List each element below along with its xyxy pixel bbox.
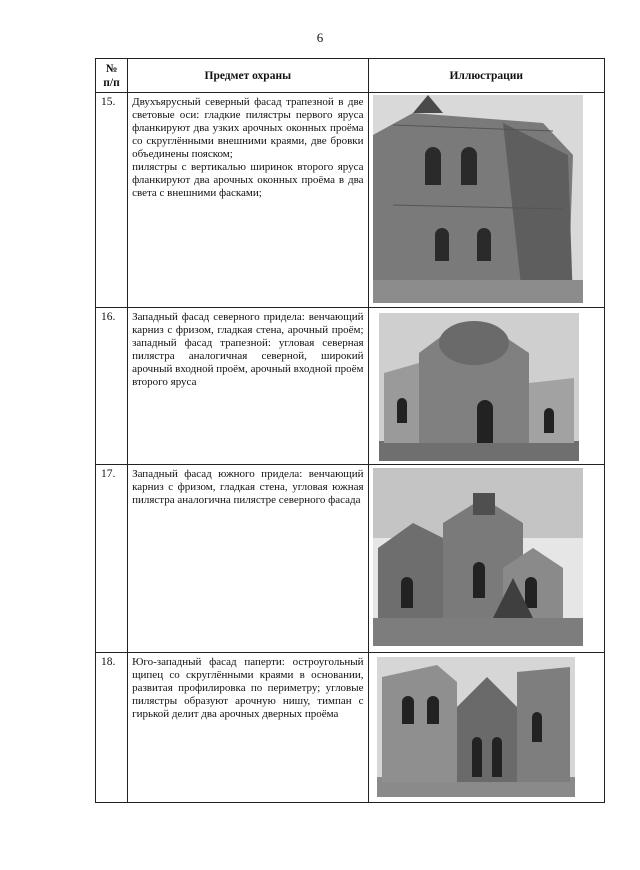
protection-table: [95, 58, 605, 803]
table-header-row: [96, 59, 605, 93]
row-illustration-cell: [368, 465, 604, 653]
row-number: 16.: [96, 308, 128, 465]
row-description-text: Западный фасад южного придела: венчающий карниз с фризом, гладкая стена, угловая южная пилястра аналогична пилястре северного фасада: [132, 468, 364, 506]
header-illustrations: Иллюстрации: [368, 59, 604, 93]
table-row: [96, 93, 605, 308]
row-description-text: Двухъярусный северный фасад трапезной в две световые оси: гладкие пилястры первого яруса фланкируют два узких арочных оконных проёма со скруглёнными внешними краями, две бровки объединены пояском;: [132, 96, 364, 160]
row-number: 18.: [96, 653, 128, 803]
table-row: [96, 653, 605, 803]
west-facade-north-chapel-photo: [379, 313, 579, 461]
row-illustration-cell: [368, 93, 604, 308]
row-description: [128, 465, 368, 653]
row-number: 15.: [96, 93, 128, 308]
southwest-facade-porch-photo: [377, 657, 575, 797]
row-illustration-cell: [368, 308, 604, 465]
row-description: [128, 653, 368, 803]
north-facade-refectory-photo: [373, 95, 583, 303]
row-description: [128, 93, 368, 308]
west-facade-south-chapel-photo: [373, 468, 583, 646]
row-description-text: Западный фасад северного придела: венчающий карниз с фризом, гладкая стена, арочный проём; западный фасад трапезной: угловая северная пилястра аналогичная северной, широкий арочный входной проём, арочный входной проём второго яруса: [132, 311, 364, 388]
table-row: [96, 465, 605, 653]
row-illustration-cell: [368, 653, 604, 803]
row-number: 17.: [96, 465, 128, 653]
row-description: [128, 308, 368, 465]
page-number: 6: [316, 30, 324, 45]
table-row: [96, 308, 605, 465]
row-description-text: Юго-западный фасад паперти: остроугольный щипец со скруглёнными краями в основании, развитая профилировка по периметру; угловые пилястры образуют арочную нишу, тимпан с гирькой делит два арочных дверных проёма: [132, 656, 364, 720]
header-num: № п/п: [96, 59, 128, 93]
header-subject: Предмет охраны: [128, 59, 368, 93]
row-description-text: пилястры с вертикалью ширинок второго яруса фланкируют два арочных оконных проёма в два света с внешними фасками;: [132, 161, 364, 199]
